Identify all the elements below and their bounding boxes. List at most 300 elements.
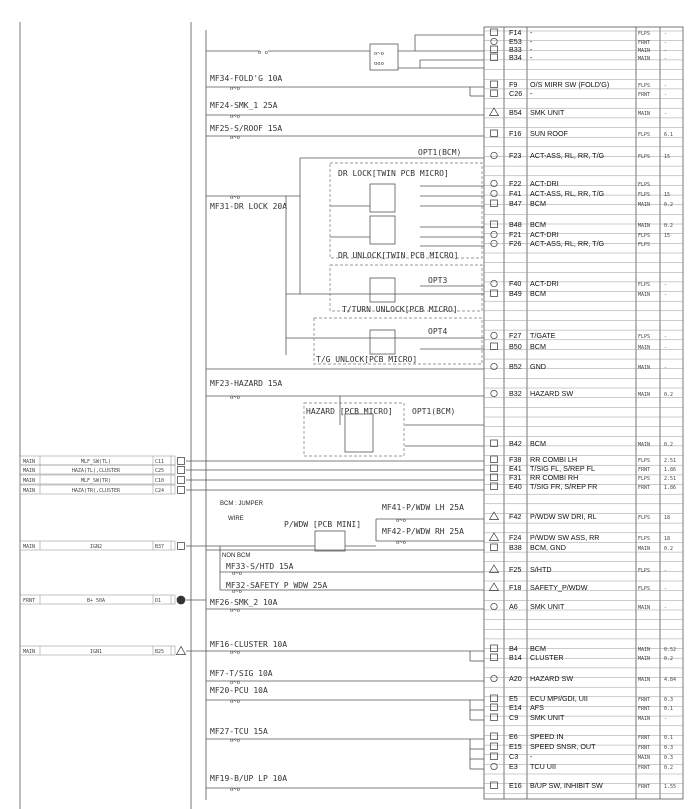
connector-current: - — [664, 568, 668, 574]
connector-row — [491, 543, 674, 552]
connector-location: FLPS — [638, 182, 651, 188]
connector-code: C9 — [509, 713, 519, 722]
connector-current: 18 — [664, 515, 671, 521]
connector-row — [491, 473, 677, 482]
connector-location: MAIN — [638, 442, 651, 448]
connector-desc: - — [530, 53, 533, 62]
connector-code: A6 — [509, 602, 518, 611]
connector-location: FRNT — [638, 735, 651, 741]
connector-current: 0.3 — [664, 745, 674, 751]
svg-text:o~o: o~o — [374, 51, 384, 57]
connector-current: 0.2 — [664, 223, 674, 229]
left-row-name: IGN2 — [89, 544, 103, 550]
svg-text:o~o: o~o — [232, 571, 242, 577]
connector-current: 2.51 — [664, 476, 677, 482]
connector-desc: AFS — [530, 703, 544, 712]
connector-code: F31 — [509, 473, 522, 482]
circle-icon — [491, 38, 497, 44]
connector-code: B33 — [509, 45, 522, 54]
connector-current: - — [664, 345, 668, 351]
connector-current: 0.2 — [664, 392, 674, 398]
connector-location: MAIN — [638, 656, 651, 662]
circle-icon — [491, 190, 497, 196]
connector-code: F18 — [509, 583, 522, 592]
connector-code: F40 — [509, 279, 522, 288]
svg-text:o~o: o~o — [230, 608, 240, 614]
connector-desc: T/GATE — [530, 331, 556, 340]
connector-location: FRNT — [638, 784, 651, 790]
opt1-label: OPT1(BCM) — [418, 148, 462, 157]
box-icon — [491, 645, 498, 652]
connector-current: - — [664, 334, 668, 340]
connector-current: 0.1 — [664, 706, 674, 712]
connector-desc: BCM — [530, 644, 546, 653]
connector-location: FRNT — [638, 467, 651, 473]
connector-desc: SPEED IN — [530, 732, 564, 741]
connector-desc: ACT-ASS, RL, RR, T/G — [530, 151, 605, 160]
triangle-icon — [490, 583, 499, 591]
box-icon — [491, 782, 498, 789]
left-rows — [20, 456, 186, 655]
svg-text:o~o: o~o — [230, 195, 240, 201]
connector-location: FLPS — [638, 192, 651, 198]
left-row-location: MAIN — [23, 544, 36, 550]
fuse-label-mf32: MF32-SAFETY P_WDW 25A — [226, 581, 328, 590]
opt1-hazard-label: OPT1(BCM) — [412, 407, 456, 416]
connector-desc: T/SIG FL, S/REP FL — [530, 464, 595, 473]
top-relay — [370, 44, 398, 70]
box-icon — [491, 654, 498, 661]
connector-code: F16 — [509, 129, 522, 138]
left-row-location: MAIN — [23, 468, 36, 474]
connector-location: FLPS — [638, 334, 651, 340]
connector-location: FLPS — [638, 476, 651, 482]
connector-location: FRNT — [638, 92, 651, 98]
connector-row — [491, 653, 674, 662]
connector-code: E5 — [509, 694, 518, 703]
connector-row — [491, 80, 668, 89]
fuse-label-mf20: MF20-PCU 10A — [210, 686, 268, 695]
fuse-label-mf31: MF31-DR LOCK 20A — [210, 202, 288, 211]
svg-text:o~o: o~o — [396, 518, 406, 524]
connector-location: FLPS — [638, 132, 651, 138]
left-row-pin: D1 — [155, 598, 162, 604]
connector-row — [491, 289, 668, 298]
left-row-pin: B37 — [155, 544, 165, 550]
svg-text:o~o: o~o — [396, 540, 406, 546]
connector-row — [490, 565, 668, 574]
connector-desc: HAZARD SW — [530, 389, 574, 398]
connector-current: - — [664, 716, 668, 722]
connector-location: FLPS — [638, 242, 651, 248]
connector-current: 0.2 — [664, 546, 674, 552]
connector-code: E6 — [509, 732, 518, 741]
box-icon — [178, 458, 185, 465]
connector-row — [491, 752, 674, 761]
connector-location: MAIN — [638, 202, 651, 208]
connector-current: 1.55 — [664, 784, 677, 790]
triangle-icon — [490, 533, 499, 541]
box-icon — [491, 714, 498, 721]
connector-row — [491, 694, 674, 703]
connector-location: MAIN — [638, 223, 651, 229]
connector-current: 0.52 — [664, 647, 677, 653]
connector-current: 2.51 — [664, 458, 677, 464]
left-row-location: MAIN — [23, 478, 36, 484]
left-connector-row — [20, 475, 185, 484]
box-icon — [178, 477, 185, 484]
connector-code: F41 — [509, 189, 522, 198]
connector-desc: BCM, GND — [530, 543, 566, 552]
connector-desc: ACT-DRI — [530, 279, 559, 288]
connector-row — [491, 713, 668, 722]
connector-desc: SMK UNIT — [530, 602, 565, 611]
connector-location: MAIN — [638, 647, 651, 653]
connector-location: FLPS — [638, 515, 651, 521]
left-row-location: MAIN — [23, 488, 36, 494]
connector-code: F24 — [509, 533, 522, 542]
opt3-label: OPT3 — [428, 276, 448, 285]
triangle-icon — [490, 512, 499, 520]
connector-location: FLPS — [638, 586, 651, 592]
connector-current: 15 — [664, 233, 671, 239]
connector-location: FLPS — [638, 31, 651, 37]
connector-desc: - — [530, 752, 533, 761]
connector-row — [491, 220, 674, 229]
left-row-name: MLF_SW(TL) — [80, 459, 112, 465]
connector-code: F27 — [509, 331, 522, 340]
connector-row — [490, 108, 668, 117]
connector-row — [491, 129, 674, 138]
box-icon — [491, 753, 498, 760]
connector-current: 18 — [664, 536, 671, 542]
connector-row — [491, 179, 650, 188]
connector-row — [491, 53, 668, 62]
connector-location: MAIN — [638, 292, 651, 298]
box-icon — [491, 483, 498, 490]
connector-desc: O/S MIRR SW (FOLD'G) — [530, 80, 610, 89]
connector-code: B34 — [509, 53, 522, 62]
left-row-pin: C11 — [155, 459, 165, 465]
connector-row — [491, 362, 667, 371]
box-icon — [491, 440, 498, 447]
connector-code: B32 — [509, 389, 522, 398]
non-bcm-label: NON BCM — [222, 553, 251, 559]
connector-location: FRNT — [638, 697, 651, 703]
left-row-location: MAIN — [23, 649, 36, 655]
connector-desc: BCM — [530, 439, 546, 448]
connector-code: B42 — [509, 439, 522, 448]
connector-code: B52 — [509, 362, 522, 371]
connector-code: F14 — [509, 28, 522, 37]
circle-icon — [491, 603, 497, 609]
connector-row — [491, 331, 667, 340]
connector-row — [491, 199, 674, 208]
hazard-box-label: HAZARD [PCB MICRO] — [306, 407, 393, 416]
triangle-icon — [490, 108, 499, 116]
fuse-label-mf7: MF7-T/SIG 10A — [210, 669, 273, 678]
fuse-label-mf42: MF42-P/WDW RH 25A — [382, 527, 464, 536]
connector-row — [491, 602, 667, 611]
box-icon — [178, 543, 185, 550]
connector-desc: P/WDW SW DRI, RL — [530, 512, 597, 521]
svg-text:o~o: o~o — [230, 650, 240, 656]
left-row-pin: C25 — [155, 468, 165, 474]
fuse-label-mf26: MF26-SMK_2 10A — [210, 598, 278, 607]
bcm-jumper-label: BCM : JUMPER — [220, 501, 264, 507]
connector-row — [491, 732, 674, 741]
connector-code: E3 — [509, 762, 518, 771]
connector-current: - — [664, 111, 668, 117]
box-icon — [491, 465, 498, 472]
connector-desc: - — [530, 89, 533, 98]
connector-current: 1.86 — [664, 485, 677, 491]
left-row-location: MAIN — [23, 459, 36, 465]
connector-code: B50 — [509, 342, 522, 351]
pwdw-box-label: P/WDW [PCB MINI] — [284, 520, 362, 529]
connector-desc: ACT-ASS, RL, RR, T/G — [530, 239, 605, 248]
connector-current: - — [664, 586, 668, 592]
connector-location: FRNT — [638, 765, 651, 771]
left-row-location: FRNT — [23, 598, 36, 604]
connector-location: FLPS — [638, 536, 651, 542]
connector-desc: - — [530, 45, 533, 54]
connector-code: F22 — [509, 179, 522, 188]
box-icon — [491, 54, 498, 61]
connector-desc: BCM — [530, 342, 546, 351]
circle-icon — [491, 675, 497, 681]
connector-code: E41 — [509, 464, 522, 473]
connector-current: 0.1 — [664, 735, 674, 741]
connector-current: - — [664, 282, 668, 288]
connector-location: MAIN — [638, 111, 651, 117]
connector-desc: GND — [530, 362, 546, 371]
connector-row — [491, 703, 674, 712]
dr-lock-label: DR LOCK[TWIN PCB MICRO] — [338, 169, 449, 178]
box-icon — [491, 743, 498, 750]
connector-code: F42 — [509, 512, 522, 521]
connector-current: - — [664, 605, 668, 611]
connector-desc: ACT-DRI — [530, 179, 559, 188]
box-icon — [491, 733, 498, 740]
connector-current: - — [664, 40, 668, 46]
connector-code: E40 — [509, 482, 522, 491]
connector-row — [491, 742, 674, 751]
fuse-symbols — [230, 50, 406, 793]
connector-row — [491, 230, 670, 239]
fuse-label-mf23: MF23-HAZARD 15A — [210, 379, 283, 388]
connector-current: 0.2 — [664, 656, 674, 662]
connector-location: FLPS — [638, 568, 651, 574]
connector-location: MAIN — [638, 56, 651, 62]
connector-current: 4.84 — [664, 677, 677, 683]
connector-row — [491, 482, 677, 491]
opt4-label: OPT4 — [428, 327, 448, 336]
connector-location: FLPS — [638, 154, 651, 160]
connector-code: B48 — [509, 220, 522, 229]
box-icon — [491, 695, 498, 702]
connector-code: E53 — [509, 37, 522, 46]
connector-table-frame — [484, 27, 683, 799]
fuse-label-mf16: MF16-CLUSTER 10A — [210, 640, 288, 649]
box-icon — [491, 704, 498, 711]
connector-code: F23 — [509, 151, 522, 160]
box-icon — [491, 456, 498, 463]
connector-current: 0.2 — [664, 442, 674, 448]
connector-desc: T/SIG FR, S/REP FR — [530, 482, 598, 491]
connector-current: 1.86 — [664, 467, 677, 473]
fuse-label-mf19: MF19-B/UP LP 10A — [210, 774, 288, 783]
connector-location: FRNT — [638, 485, 651, 491]
box-icon — [491, 90, 498, 97]
connector-desc: SMK UNIT — [530, 713, 565, 722]
svg-text:o~o: o~o — [230, 395, 240, 401]
svg-text:o~o: o~o — [230, 135, 240, 141]
connector-current: 0.2 — [664, 202, 674, 208]
circle-icon — [491, 280, 497, 286]
connector-code: B4 — [509, 644, 518, 653]
box-icon — [491, 290, 498, 297]
connector-location: MAIN — [638, 755, 651, 761]
connector-row — [491, 781, 677, 790]
svg-text:o o: o o — [258, 50, 268, 56]
connector-location: FRNT — [638, 745, 651, 751]
connector-code: A20 — [509, 674, 522, 683]
circle-icon — [491, 390, 497, 396]
connector-desc: BCM — [530, 199, 546, 208]
fuse-label-mf33: MF33-S/HTD 15A — [226, 562, 294, 571]
filled-circle-icon — [177, 596, 185, 604]
connector-current: - — [664, 31, 668, 37]
connector-current: 15 — [664, 192, 671, 198]
connector-code: B14 — [509, 653, 522, 662]
connector-code: F26 — [509, 239, 522, 248]
connector-code: E15 — [509, 742, 522, 751]
box-icon — [491, 81, 498, 88]
svg-text:ooo: ooo — [374, 61, 384, 67]
connector-desc: HAZARD SW — [530, 674, 574, 683]
connector-code: F21 — [509, 230, 522, 239]
triangle-icon — [177, 647, 186, 655]
connector-location: MAIN — [638, 365, 651, 371]
connector-location: MAIN — [638, 345, 651, 351]
box-icon — [491, 46, 498, 53]
connector-desc: S/HTD — [530, 565, 552, 574]
connector-desc: RR COMBI RH — [530, 473, 579, 482]
connector-current: 0.2 — [664, 765, 674, 771]
connector-row — [491, 455, 677, 464]
connector-current: - — [664, 365, 668, 371]
left-row-name: HAZA(TL),CLUSTER — [71, 468, 121, 474]
connector-desc: CLUSTER — [530, 653, 564, 662]
box-icon — [491, 343, 498, 350]
connector-location: FLPS — [638, 233, 651, 239]
connector-location: FRNT — [638, 40, 651, 46]
left-row-pin: C24 — [155, 488, 165, 494]
connector-desc: SAFETY_P/WDW — [530, 583, 588, 592]
connector-row — [491, 279, 667, 288]
connector-location: MAIN — [638, 716, 651, 722]
connector-location: FLPS — [638, 83, 651, 89]
connector-desc: SPEED SNSR, OUT — [530, 742, 596, 751]
connector-location: MAIN — [638, 392, 651, 398]
left-connector-row — [20, 646, 186, 655]
connector-desc: - — [530, 28, 533, 37]
circle-icon — [491, 231, 497, 237]
wire-label: WIRE — [228, 516, 244, 522]
connector-code: B38 — [509, 543, 522, 552]
connector-desc: BCM — [530, 220, 546, 229]
connector-current: - — [664, 48, 668, 54]
connector-desc: SMK UNIT — [530, 108, 565, 117]
box-icon — [491, 200, 498, 207]
box-icon — [491, 130, 498, 137]
circle-icon — [491, 152, 497, 158]
circle-icon — [491, 180, 497, 186]
connector-row — [491, 89, 668, 98]
fuse-label-mf27: MF27-TCU 15A — [210, 727, 268, 736]
left-row-pin: C10 — [155, 478, 165, 484]
tg-unlock-label: T/G UNLOCK[PCB MICRO] — [316, 355, 418, 364]
connector-current: 0.3 — [664, 697, 674, 703]
svg-text:o~o: o~o — [230, 86, 240, 92]
box-icon — [491, 29, 498, 36]
connector-current: - — [664, 56, 668, 62]
connector-current: - — [664, 83, 668, 89]
connector-location: FLPS — [638, 282, 651, 288]
fuse-labels — [210, 74, 464, 783]
connector-code: B47 — [509, 199, 522, 208]
connector-row — [490, 533, 671, 542]
left-connector-row — [20, 595, 185, 604]
t-turn-unlock-label: T/TURN UNLOCK[PCB MICRO] — [342, 305, 458, 314]
connector-row — [491, 28, 668, 37]
connector-row — [491, 439, 674, 448]
connector-desc: ACT-DRI — [530, 230, 559, 239]
connector-location: MAIN — [638, 48, 651, 54]
connector-row — [491, 389, 673, 398]
dr-unlock-label: DR UNLOCK[TWIN PCB MICRO] — [338, 251, 459, 260]
connector-current: 6.1 — [664, 132, 674, 138]
connector-desc: P/WDW SW ASS, RR — [530, 533, 600, 542]
connector-desc: RR COMBI LH — [530, 455, 578, 464]
connector-current: - — [664, 92, 668, 98]
connector-code: F25 — [509, 565, 522, 574]
left-connector-row — [20, 456, 185, 465]
connector-code: E14 — [509, 703, 522, 712]
box-icon — [178, 487, 185, 494]
left-connector-row — [20, 485, 185, 494]
connector-desc: B/UP SW, INHIBIT SW — [530, 781, 603, 790]
left-connector-row — [20, 465, 185, 474]
connector-desc: TCU UII — [530, 762, 556, 771]
connector-code: B49 — [509, 289, 522, 298]
connector-row — [491, 151, 670, 160]
connector-code: C3 — [509, 752, 519, 761]
left-row-name: HAZA(TR),CLUSTER — [71, 488, 121, 494]
svg-text:o~o: o~o — [232, 589, 242, 595]
svg-text:o~o: o~o — [230, 114, 240, 120]
svg-text:o~o: o~o — [230, 738, 240, 744]
box-icon — [491, 544, 498, 551]
connector-code: B54 — [509, 108, 522, 117]
connector-location: FLPS — [638, 458, 651, 464]
fuse-label-mf41: MF41-P/WDW LH 25A — [382, 503, 464, 512]
connector-row — [491, 674, 676, 683]
connector-desc: - — [530, 37, 533, 46]
connector-desc: ECU MPI/GDI, UII — [530, 694, 588, 703]
fuse-label-mf24: MF24-SMK_1 25A — [210, 101, 278, 110]
